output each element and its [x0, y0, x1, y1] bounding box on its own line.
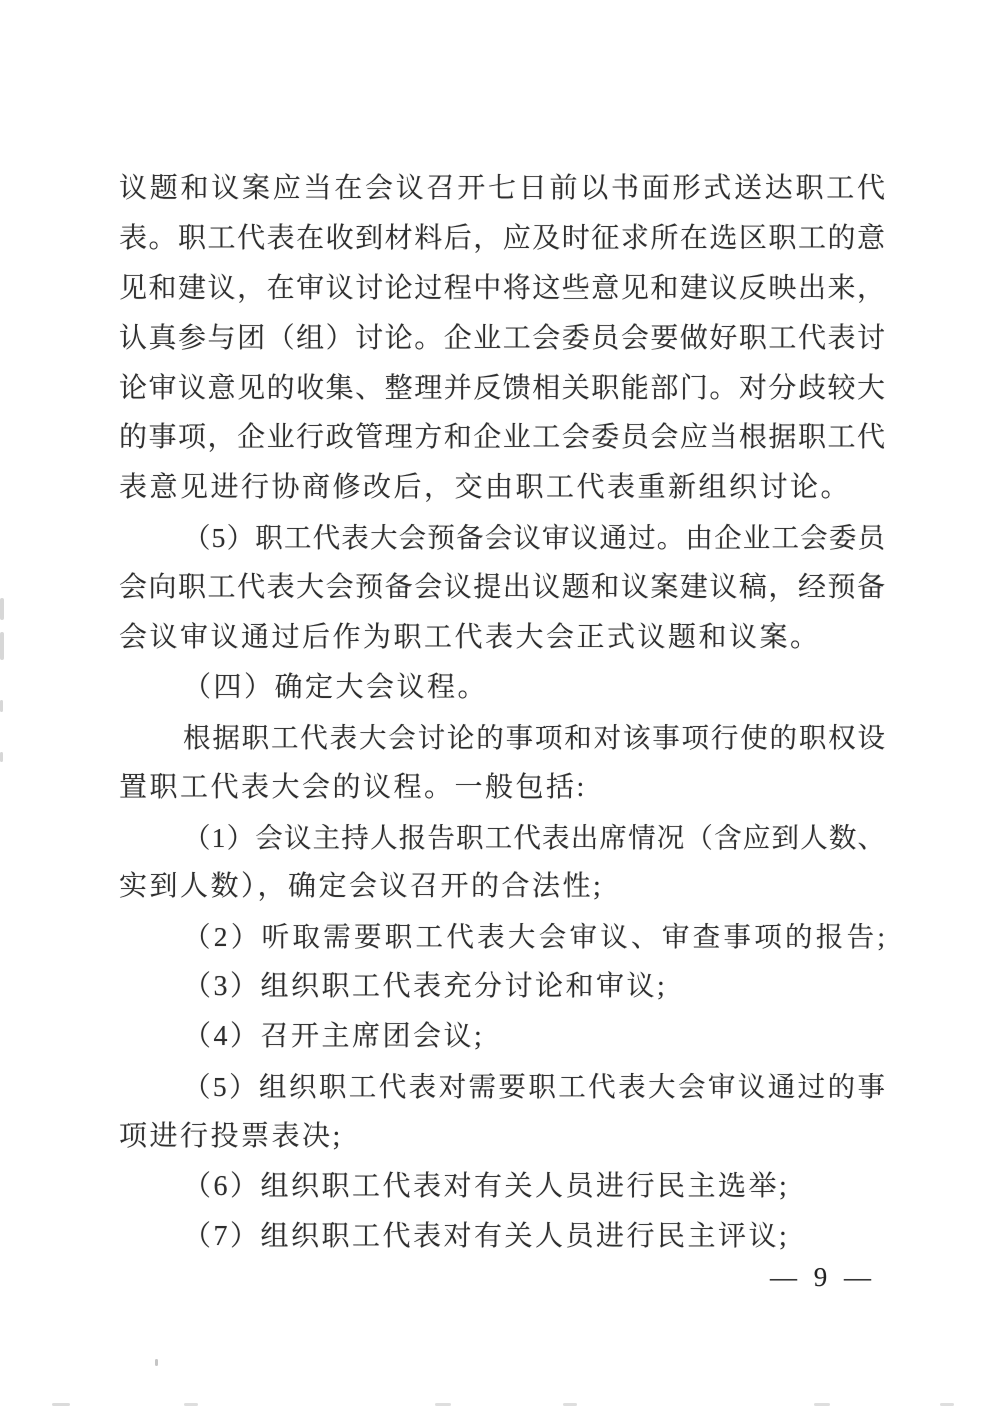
text-line: 表意见进行协商修改后，交由职工代表重新组织讨论。 [119, 472, 852, 504]
scan-artifact [0, 632, 4, 660]
text-line: 置职工代表大会的议程。一般包括: [119, 771, 587, 803]
scan-artifact [184, 1403, 198, 1406]
text-line: 项进行投票表决; [119, 1120, 343, 1152]
scan-artifact [814, 1403, 830, 1406]
text-line: 的事项，企业行政管理方和企业工会委员会应当根据职工代 [119, 422, 885, 454]
text-line: （7）组织职工代表对有关人员进行民主评议; [183, 1220, 790, 1252]
text-line: 议题和议案应当在会议召开七日前以书面形式送达职工代 [119, 173, 885, 204]
text-line: （2）听取需要职工代表大会审议、审查事项的报告; [183, 921, 885, 953]
text-line: 实到人数），确定会议召开的合法性; [119, 871, 604, 903]
text-line: 见和建议，在审议讨论过程中将这些意见和建议反映出来， [119, 272, 885, 304]
text-line: 认真参与团（组）讨论。企业工会委员会要做好职工代表讨 [119, 322, 885, 354]
text-line: （5）组织职工代表对需要职工代表大会审议通过的事 [183, 1071, 885, 1103]
text-block [119, 164, 885, 1262]
text-line: 会议审议通过后作为职工代表大会正式议题和议案。 [119, 622, 821, 654]
text-line: （6）组织职工代表对有关人员进行民主选举; [183, 1170, 790, 1202]
scan-artifact [940, 1403, 954, 1406]
page-number: — 9 — [770, 1262, 876, 1292]
scan-artifact [0, 700, 3, 712]
scan-artifact [563, 1403, 577, 1406]
scan-artifact [155, 1359, 158, 1366]
text-line: 表。职工代表在收到材料后，应及时征求所在选区职工的意 [119, 222, 885, 254]
text-line: （3）组织职工代表充分讨论和审议; [183, 971, 668, 1003]
text-line: （四）确定大会议程。 [183, 671, 489, 703]
scan-artifact [0, 598, 4, 620]
text-line: （4）召开主席团会议; [183, 1021, 485, 1053]
scan-artifact [435, 1403, 451, 1406]
scan-artifact [52, 1403, 70, 1406]
text-line: （5）职工代表大会预备会议审议通过。由企业工会委员 [183, 522, 885, 554]
text-line: （1）会议主持人报告职工代表出席情况（含应到人数、 [183, 821, 885, 853]
text-line: 会向职工代表大会预备会议提出议题和议案建议稿，经预备 [119, 572, 885, 604]
text-line: 论审议意见的收集、整理并反馈相关职能部门。对分歧较大 [119, 372, 885, 404]
scan-artifact [0, 752, 3, 762]
text-line: 根据职工代表大会讨论的事项和对该事项行使的职权设 [183, 721, 885, 753]
